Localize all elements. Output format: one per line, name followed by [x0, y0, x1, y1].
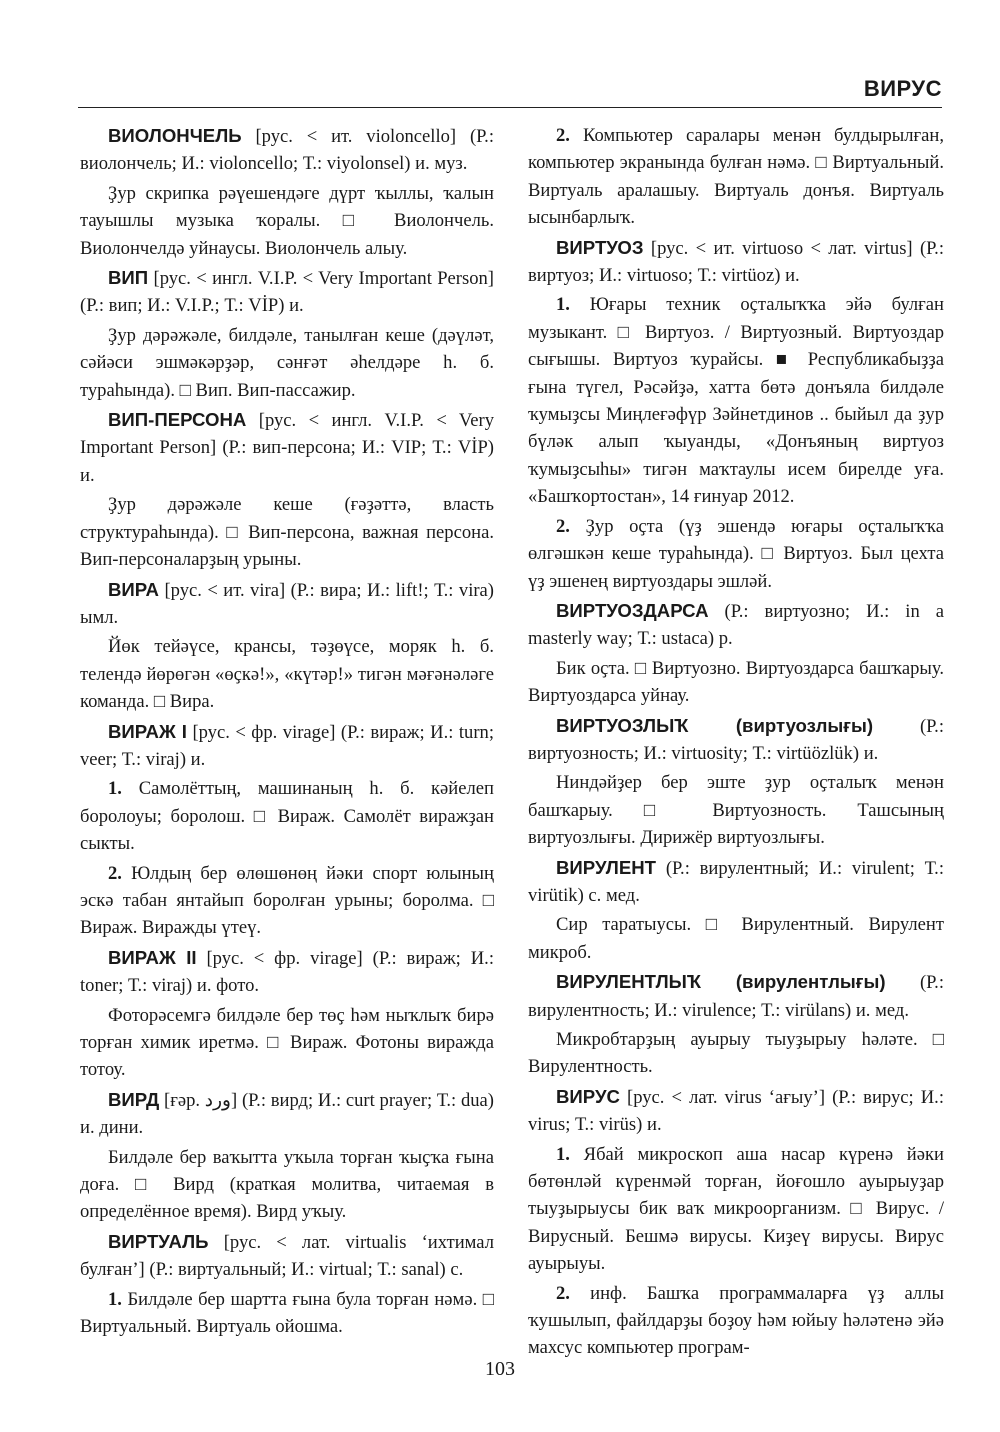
dictionary-entry-vip-head [80, 264, 494, 320]
definition-vip-def [80, 322, 494, 404]
entry-text: Юғары техник оҫталыҡҡа эйә булған музыкант. □ Виртуоз. / Виртуозный. Виртуоздар сығышы. Виртуоз ҡурайсы. ■ Республикабыҙҙа ғына түгел, Рәсәйҙә, хатта бөтә донъяла билдәле ҡумыҙсы Миңлеғәфүр Зәйнетдинов .. быйыл да ҙур бүләк алып ҡыуанды, «Донъяның виртуоз ҡумыҙсыһы» тигән маҡтаулы исем бирелде уға. «Башҡортостан», 14 ғинуар 2012. [528, 294, 944, 508]
entry-text: Йөк тейәүсе, крансы, тәҙөүсе, моряк һ. б. телендә йөрөгән «өҫкә!», «күтәр!» тигән мәғәнәләге команда. □ Вира. [80, 636, 494, 713]
headword: ВИРА [108, 578, 159, 600]
dictionary-entry-virtuozlyk-head [528, 712, 944, 768]
dictionary-entry-virtual-head [80, 1228, 494, 1284]
headword: ВИОЛОНЧЕЛЬ [108, 125, 242, 146]
entry-text: Самолёттың, машинаның һ. б. кәйелеп боролоуы; боролош. □ Вираж. Самолёт виражҙан сыкты. [80, 778, 494, 855]
entry-text: [рус. < ит. vira] (Р.: вира; И.: lift!; Т.: vira) ымл. [80, 579, 494, 628]
entry-text: [рус. < ингл. V.I.P. < Very Important Person] (Р.: вип; И.: V.I.P.; Т.: VİP) и. [80, 268, 495, 317]
definition-virtuozlyk-def [528, 769, 944, 851]
right-column [528, 122, 944, 1364]
entry-text: [ғәр. ورد] (Р.: вирд; И.: curt prayer; Т.: dua) и. дини. [80, 1089, 494, 1139]
page-number: 103 [485, 1358, 515, 1380]
dictionary-entry-vip-person-head [80, 406, 494, 489]
dictionary-entry-virulent-head [528, 854, 944, 910]
entry-text: Микробтарҙың ауырыу тыуҙырыу һәләте. □ Вирулентность. [528, 1029, 944, 1078]
entry-text: Фоторәсемгә билдәле бер төҫ һәм ныҡлыҡ бирә торған химик иретмә. □ Вираж. Фотоны виражда тотоу. [80, 1004, 494, 1081]
entry-text: (Р.: вирулентность; И.: virulence; Т.: virülans) и. мед. [528, 972, 944, 1021]
dictionary-entry-violonchel-head [80, 122, 494, 178]
entry-text: Ҙур оҫта (үҙ эшендә юғары оҫталыҡҡа өлгәшкән кеше тураһында). □ Виртуоз. Был цехта үҙ эшенең виртуоздары эшләй. [528, 515, 944, 592]
running-head-word: ВИРУС [863, 76, 942, 101]
definition-virazh2-def [80, 1002, 494, 1084]
dictionary-entry-vira-head [80, 576, 494, 632]
headword: ВИРУЛЕНТЛЫҠ (вирулентлығы) [556, 971, 886, 993]
dictionary-entry-vird-head [80, 1086, 494, 1142]
sense-number: 2. [556, 1282, 570, 1304]
definition-virulentlyk-def [528, 1026, 944, 1081]
header-rule [78, 107, 942, 108]
headword: ВИРТУОЗДАРСА [556, 599, 709, 621]
definition-vip-person-def [80, 491, 494, 573]
sense-number: 2. [556, 515, 570, 537]
entry-text: Ябай микроскоп аша насар күренә йәки бөтөнләй күренмәй торған, йоғошло ауырыуҙар тыуҙырыусы бик ваҡ микроорганизм. □ Вирус. / Вирусный. Бешмә вирусы. Киҙеү вирусы. Вирус ауырыуы. [528, 1143, 944, 1275]
definition-virtual-s1 [80, 1286, 494, 1341]
sense-number: 1. [556, 294, 570, 316]
headword: ВИРАЖ I [108, 720, 187, 742]
entry-text: [рус. < фр. virage] (Р.: вираж; И.: turn; veer; Т.: viraj) и. [80, 721, 494, 770]
headword: ВИРТУАЛЬ [108, 1230, 209, 1252]
definition-virus-s2 [528, 1280, 944, 1362]
definition-virazh1-s2 [80, 860, 494, 942]
entry-text: Сир таратыусы. □ Вирулентный. Вирулент микроб. [528, 914, 944, 963]
headword: ВИП-ПЕРСОНА [108, 409, 247, 431]
entry-text: [рус. < ит. virtuoso < лат. virtus] (Р.: виртуоз; И.: virtuoso; Т.: virtüoz) и. [528, 237, 944, 287]
dictionary-entry-virazh2-head [80, 944, 494, 1000]
definition-virtuozdarsa-def [528, 655, 944, 710]
headword: ВИРУС [556, 1085, 620, 1107]
definition-vird-def [80, 1144, 494, 1226]
definition-virus-s1 [528, 1141, 944, 1278]
entry-text: [рус. < ингл. V.I.P. < Very Important Person] (Р.: вип-персона; И.: VIP; Т.: VİP) и. [80, 410, 494, 486]
headword: ВИРУЛЕНТ [556, 856, 657, 878]
entry-text: Компьютер саралары менән булдырылған, компьютер экранында булған нәмә. □ Виртуальный. Виртуаль аралашыу. Виртуаль донъя. Виртуаль ысынбарлыҡ. [528, 125, 944, 229]
sense-number: 2. [556, 125, 570, 146]
sense-number: 1. [108, 778, 122, 800]
dictionary-entry-virtuoz-head [528, 234, 944, 290]
entry-text: Юлдың бер өлөшөнөң йәки спорт юлының эскә табан янтайып боролған урыны; боролма. □ Вираж. Виражды үтеү. [80, 862, 494, 939]
entry-text: Билдәле бер ваҡытта уҡыла торған ҡыҫҡа ғына доға. □ Вирд (краткая молитва, читаемая в определённое время). Вирд уҡыу. [80, 1146, 494, 1223]
entry-text: [рус. < фр. virage] (Р.: вираж; И.: toner; Т.: viraj) и. фото. [80, 947, 494, 997]
definition-virtuoz-s1 [528, 291, 944, 510]
headword: ВИРД [108, 1088, 160, 1110]
sense-number: 1. [556, 1143, 570, 1165]
entry-text: Ниндәйҙер бер эште ҙур оҫталыҡ менән башҡарыу. □ Виртуозность. Ташсының виртуозлығы. Дирижёр виртуозлығы. [528, 772, 944, 849]
entry-text: Ҙур дәрәжәле кеше (ғәҙәттә, власть структураһында). □ Вип-персона, важная персона. Вип-персоналарҙың урыны. [80, 494, 494, 571]
definition-virtual-s2 [528, 122, 944, 232]
definition-vira-def [80, 633, 494, 715]
definition-virulent-def [528, 911, 944, 966]
definition-violonchel-def [80, 180, 494, 262]
entry-text: Ҙур дәрәжәле, билдәле, танылған кеше (дәүләт, сәйәси эшмәкәрҙәр, сәнғәт әһелдәре һ. б. тураһында). □ Вип. Вип-пассажир. [80, 324, 494, 401]
entry-text: [рус. < лат. virus ‘ағыу’] (Р.: вирус; И.: virus; Т.: virüs) и. [528, 1086, 944, 1136]
running-header [78, 72, 942, 108]
dictionary-entry-virtuozdarsa-head [528, 597, 944, 653]
sense-number: 2. [108, 862, 122, 884]
definition-virtuoz-s2 [528, 513, 944, 595]
entry-text: [рус. < лат. virtualis ‘ихтимал булған’] (Р.: виртуальный; И.: virtual; Т.: sanal) с. [80, 1231, 494, 1281]
entry-text: (Р.: виртуозность; И.: virtuosity; Т.: virtüözlük) и. [528, 715, 944, 764]
sense-number: 1. [108, 1288, 122, 1310]
entry-text: [рус. < ит. violoncello] (Р.: виолончель; И.: violoncello; Т.: viyolonsel) и. муз. [80, 126, 494, 175]
dictionary-entry-virazh1-head [80, 718, 494, 774]
dictionary-entry-virulentlyk-head [528, 968, 944, 1024]
headword: ВИРАЖ II [108, 946, 197, 968]
dictionary-entry-virus-head [528, 1083, 944, 1139]
entry-text: инф. Башҡа программаларға үҙ аллы ҡушылып, файлдарҙы боҙоу һәм юйыу һәләтенә эйә махсус компьютер програм- [528, 1282, 944, 1359]
entry-text: (Р.: виртуозно; И.: in a masterly way; Т.: ustaca) р. [528, 600, 945, 650]
left-column [80, 122, 494, 1342]
headword: ВИРТУОЗЛЫҠ (виртуозлығы) [556, 714, 874, 736]
entry-text: (Р.: вирулентный; И.: virulent; Т.: virütik) с. мед. [528, 857, 944, 906]
entry-text: Билдәле бер шартта ғына була торған нәмә. □ Виртуальный. Виртуаль ойошма. [80, 1288, 494, 1338]
entry-text: Ҙур скрипка рәүешендәге дүрт ҡыллы, ҡалын тауышлы музыка ҡоралы. □ Виолончель. Виолончелдә уйнаусы. Виолончель алыу. [80, 182, 494, 259]
definition-virazh1-s1 [80, 775, 494, 857]
headword: ВИРТУОЗ [556, 236, 644, 258]
entry-text: Бик оҫта. □ Виртуозно. Виртуоздарса башҡарыу. Виртуоздарса уйнау. [528, 657, 944, 707]
headword: ВИП [108, 267, 149, 289]
